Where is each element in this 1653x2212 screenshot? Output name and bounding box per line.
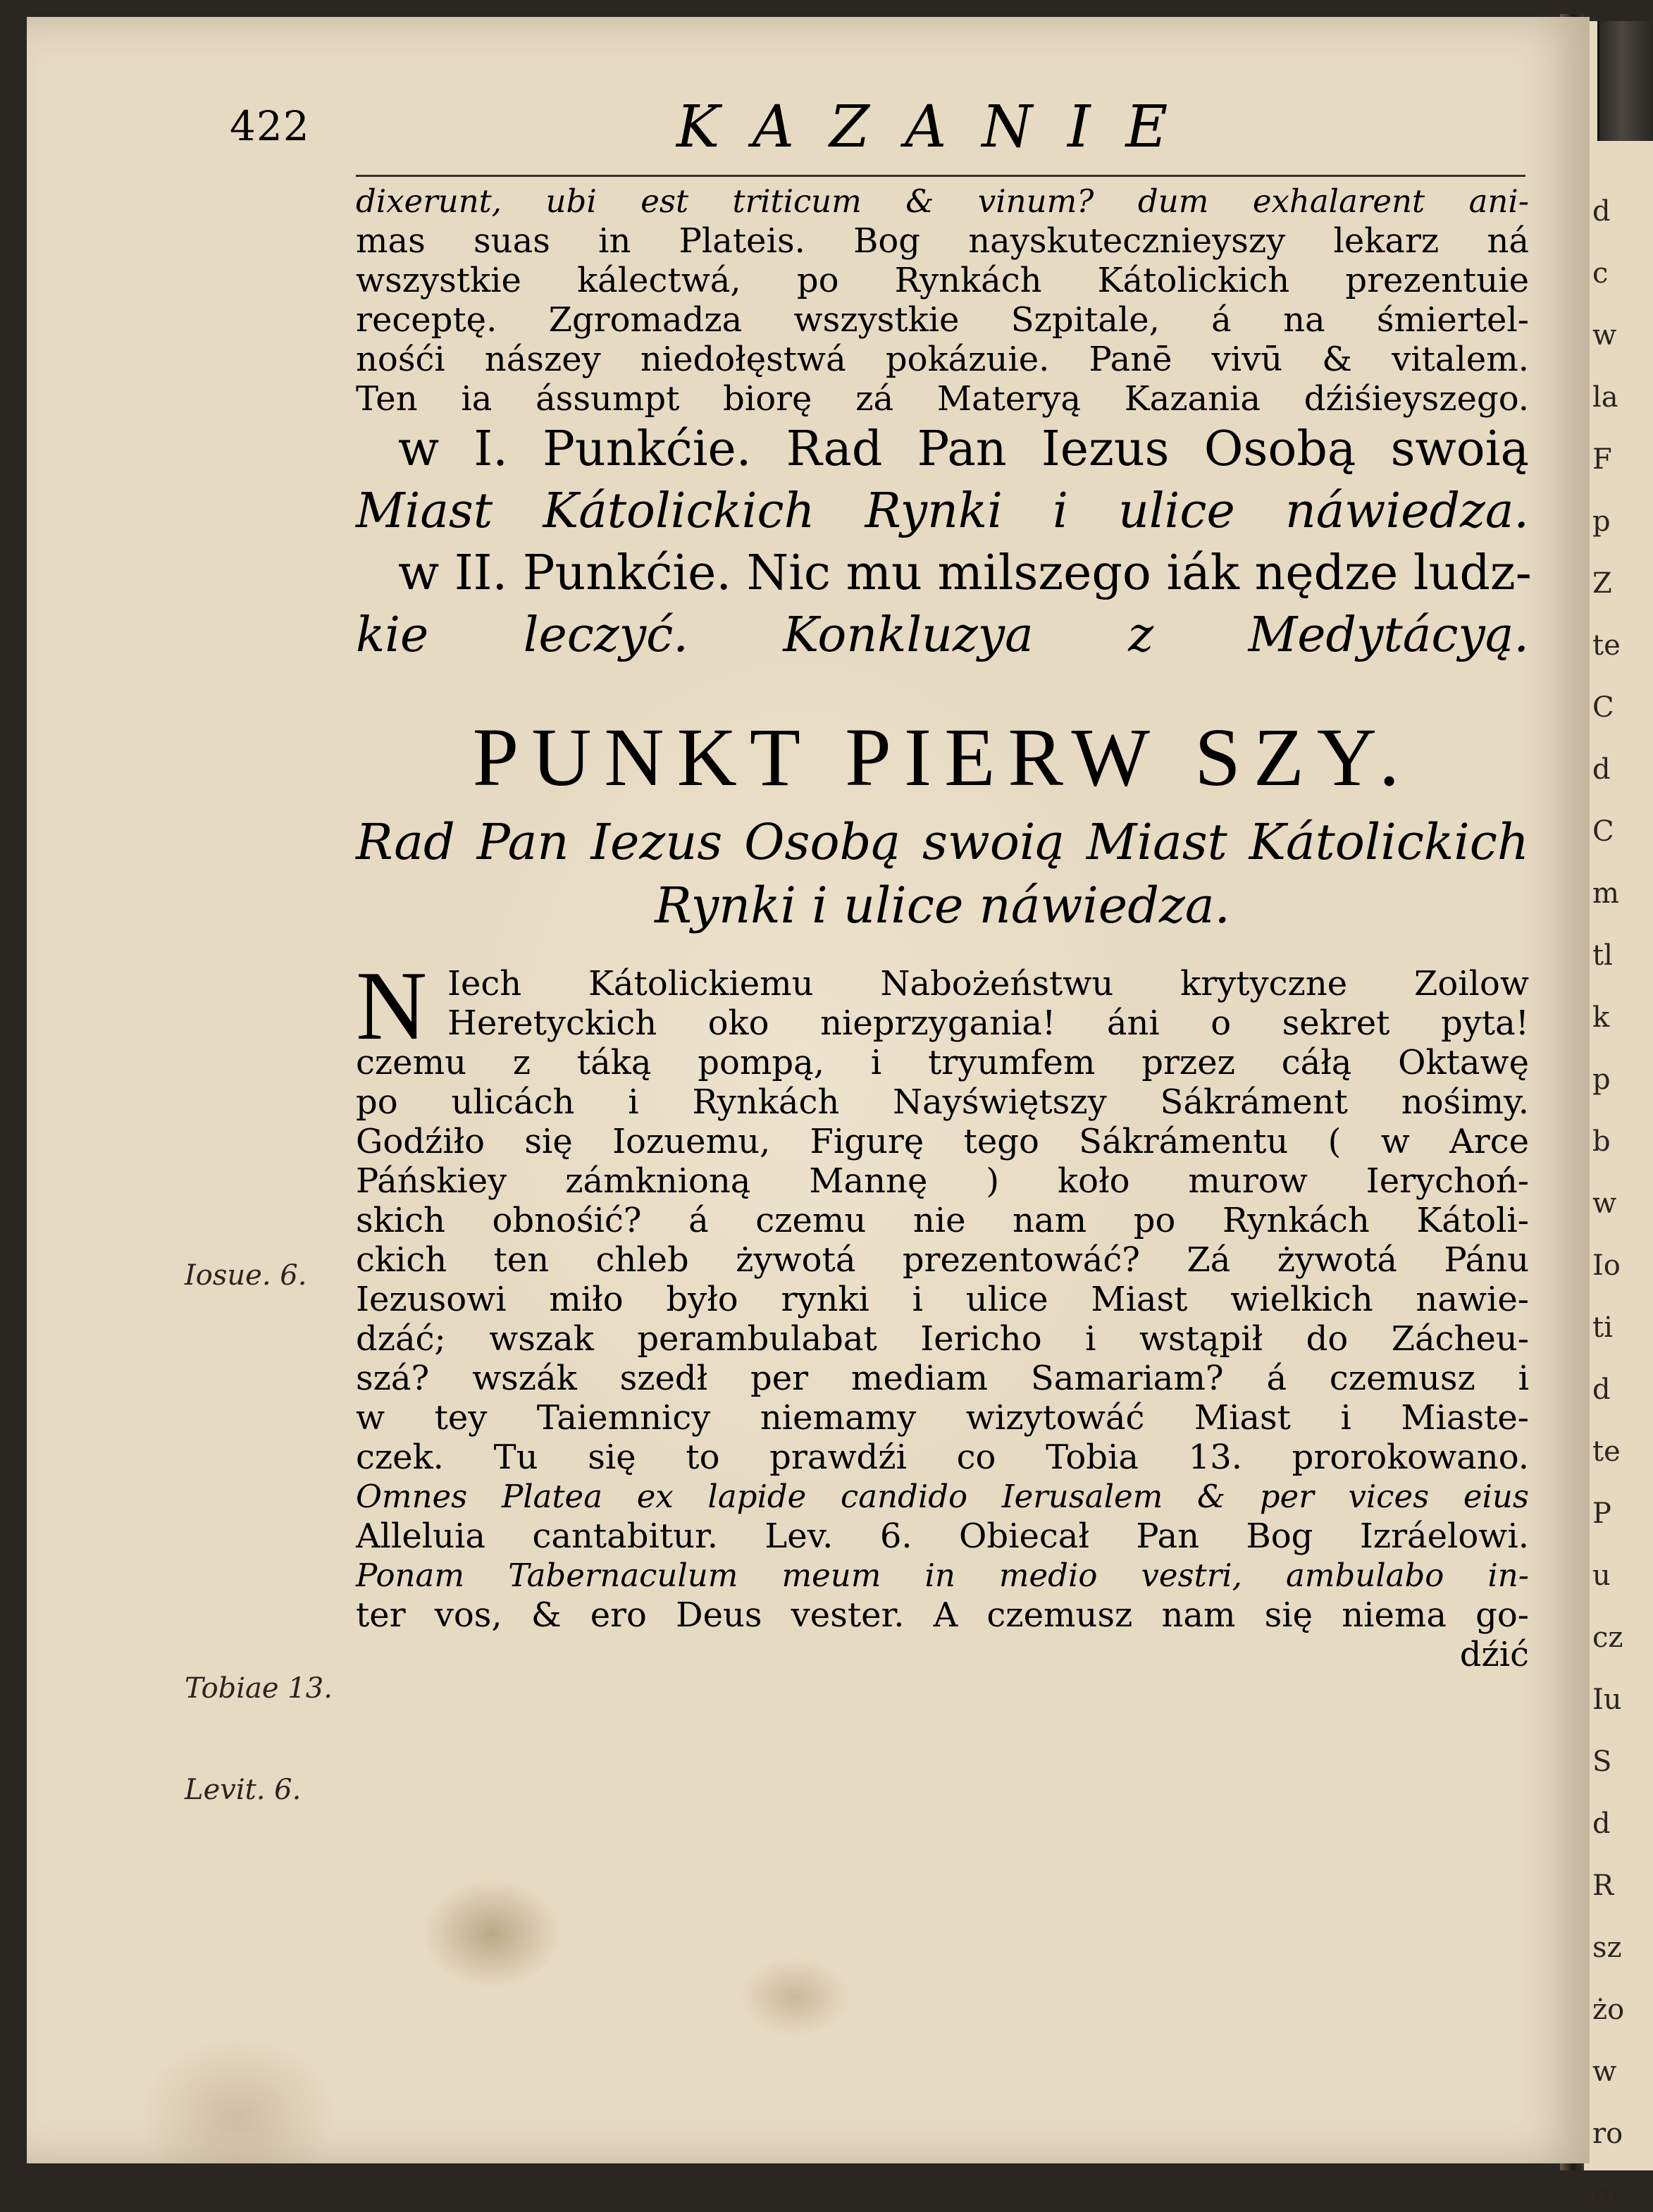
facing-page-letter: Iu (1592, 1683, 1622, 1716)
facing-page-letter: k (1592, 1001, 1610, 1034)
facing-page-letter: te (1592, 1435, 1621, 1468)
page-clip (1597, 21, 1653, 141)
paragraph-line: czemu z táką pompą, i tryumfem przez cáłą Oktawę (356, 1043, 1529, 1082)
drop-cap: N (356, 951, 428, 1061)
facing-page-letter: c (1592, 257, 1609, 290)
intro-line: receptę. Zgromadza wszystkie Szpitale, á na śmiertel- (356, 300, 1529, 340)
facing-page-letter: la (1592, 381, 1618, 414)
header-rule (356, 175, 1525, 177)
intro-line: dixerunt, ubi est triticum & vinum? dum exhalarent ani- (356, 183, 1529, 220)
facing-page-edge (1584, 21, 1653, 2212)
facing-page-letter: żo (1592, 1994, 1625, 2026)
point-line: w I. Punkćie. Rad Pan Iezus Osobą swoią (398, 421, 1529, 477)
paragraph-line: ter vos, & ero Deus vester. A czemusz nam się niema go- (356, 1595, 1529, 1635)
facing-page-letter: p (1592, 1063, 1611, 1096)
paragraph-line: czek. Tu się to prawdźi co Tobia 13. prorokowano. (356, 1438, 1529, 1477)
paragraph-line: po ulicách i Rynkách Nayświętszy Sákráment nośimy. (356, 1082, 1529, 1122)
facing-page-letter: w (1592, 2056, 1617, 2088)
facing-page-letter: d (1592, 753, 1611, 786)
facing-page-letter: sz (1592, 1932, 1622, 1964)
facing-page-letter: d (1592, 1808, 1611, 1840)
facing-page-letter: Z (1592, 567, 1612, 600)
paragraph-line: ckich ten chleb żywotá prezentowáć? Zá żywotá Pánu (356, 1240, 1529, 1280)
section-subtitle: Rad Pan Iezus Osobą swoią Miast Kátolickich (356, 813, 1529, 871)
margin-note-levit: Levit. 6. (185, 1774, 302, 1806)
paragraph-line: Páńskiey zámknioną Mannę ) koło murow Ierychoń- (356, 1161, 1529, 1201)
facing-page-letter: Io (1592, 1249, 1621, 1282)
point-line: Miast Kátolickich Rynki i ulice náwiedza. (356, 483, 1529, 539)
paragraph-line: Ponam Tabernaculum meum in medio vestri, ambulabo in- (356, 1557, 1529, 1594)
facing-page-letter: cz (1592, 1621, 1623, 1654)
intro-line: mas suas in Plateis. Bog nayskutecznieyszy lekarz ná (356, 221, 1529, 261)
point-line: kie leczyć. Konkluzya z Medytácyą. (356, 607, 1529, 663)
facing-page-letter: R (1592, 1870, 1614, 1902)
facing-page-letter: C (1592, 815, 1614, 848)
paragraph-line: dzáć; wszak perambulabat Iericho i wstąpił do Zácheu- (356, 1319, 1529, 1359)
paragraph (356, 951, 1529, 1674)
facing-page-letter: w (1592, 1187, 1617, 1220)
paragraph-line: skich obnośić? á czemu nie nam po Rynkách Kátoli- (356, 1201, 1529, 1240)
paragraph-line: Heretyckich oko nieprzygania! áni o sekret pyta! (447, 1003, 1529, 1043)
facing-page-letter: u (1592, 1559, 1611, 1592)
paragraph-line: szá? wszák szedł per mediam Samariam? á czemusz i (356, 1359, 1529, 1398)
facing-page-letter: d (1592, 195, 1611, 228)
margin-note-josue: Iosue. 6. (185, 1259, 307, 1292)
facing-page-letter: F (1592, 443, 1612, 476)
facing-page-letter: ni (1592, 2180, 1620, 2212)
page-body (356, 182, 1532, 1674)
paragraph-line: Iech Kátolickiemu Nabożeństwu krytyczne Zoilow (447, 964, 1529, 1003)
paragraph-line: Iezusowi miło było rynki i ulice Miast wielkich nawie- (356, 1280, 1529, 1319)
facing-page-letter: C (1592, 691, 1614, 724)
paragraph-line: Godźiło się Iozuemu, Figurę tego Sákrámentu ( w Arce (356, 1122, 1529, 1161)
paragraph-line: Alleluia cantabitur. Lev. 6. Obiecał Pan Bog Izráelowi. (356, 1516, 1529, 1556)
facing-page-letter: m (1592, 877, 1619, 910)
margin-note-tobiae: Tobiae 13. (185, 1672, 333, 1705)
facing-page-letter: b (1592, 1125, 1611, 1158)
page-number: 422 (230, 102, 310, 150)
section-title: PUNKT PIERW SZY. (472, 711, 1413, 803)
intro-line: wszystkie kálectwá, po Rynkách Kátolickich prezentuie (356, 261, 1529, 300)
facing-page-letter: tl (1592, 939, 1613, 972)
facing-page-letter: P (1592, 1497, 1611, 1530)
facing-page-letter: d (1592, 1373, 1611, 1406)
running-title: KAZANIE (676, 94, 1203, 161)
intro-line: nośći nászey niedołęstwá pokázuie. Panē vivū & vitalem. (356, 340, 1529, 379)
facing-page-letter: p (1592, 505, 1611, 538)
catchword: dźić (1459, 1635, 1529, 1674)
facing-page-letter: w (1592, 319, 1617, 352)
paragraph-line: w tey Taiemnicy niemamy wizytowáć Miast i Miaste- (356, 1398, 1529, 1438)
facing-page-letter: ro (1592, 2118, 1623, 2150)
facing-page-letter: te (1592, 629, 1621, 662)
facing-page-letter: S (1592, 1745, 1612, 1778)
intro-line: Ten ia ássumpt biorę zá Materyą Kazania dźiśieyszego. (356, 379, 1529, 419)
paragraph-line: Omnes Platea ex lapide candido Ierusalem & per vices eius (356, 1478, 1529, 1515)
facing-page-letter: ti (1592, 1311, 1613, 1344)
section-subtitle: Rynki i ulice náwiedza. (655, 877, 1230, 934)
point-line: w II. Punkćie. Nic mu milszego iák nędze ludz- (398, 545, 1532, 601)
